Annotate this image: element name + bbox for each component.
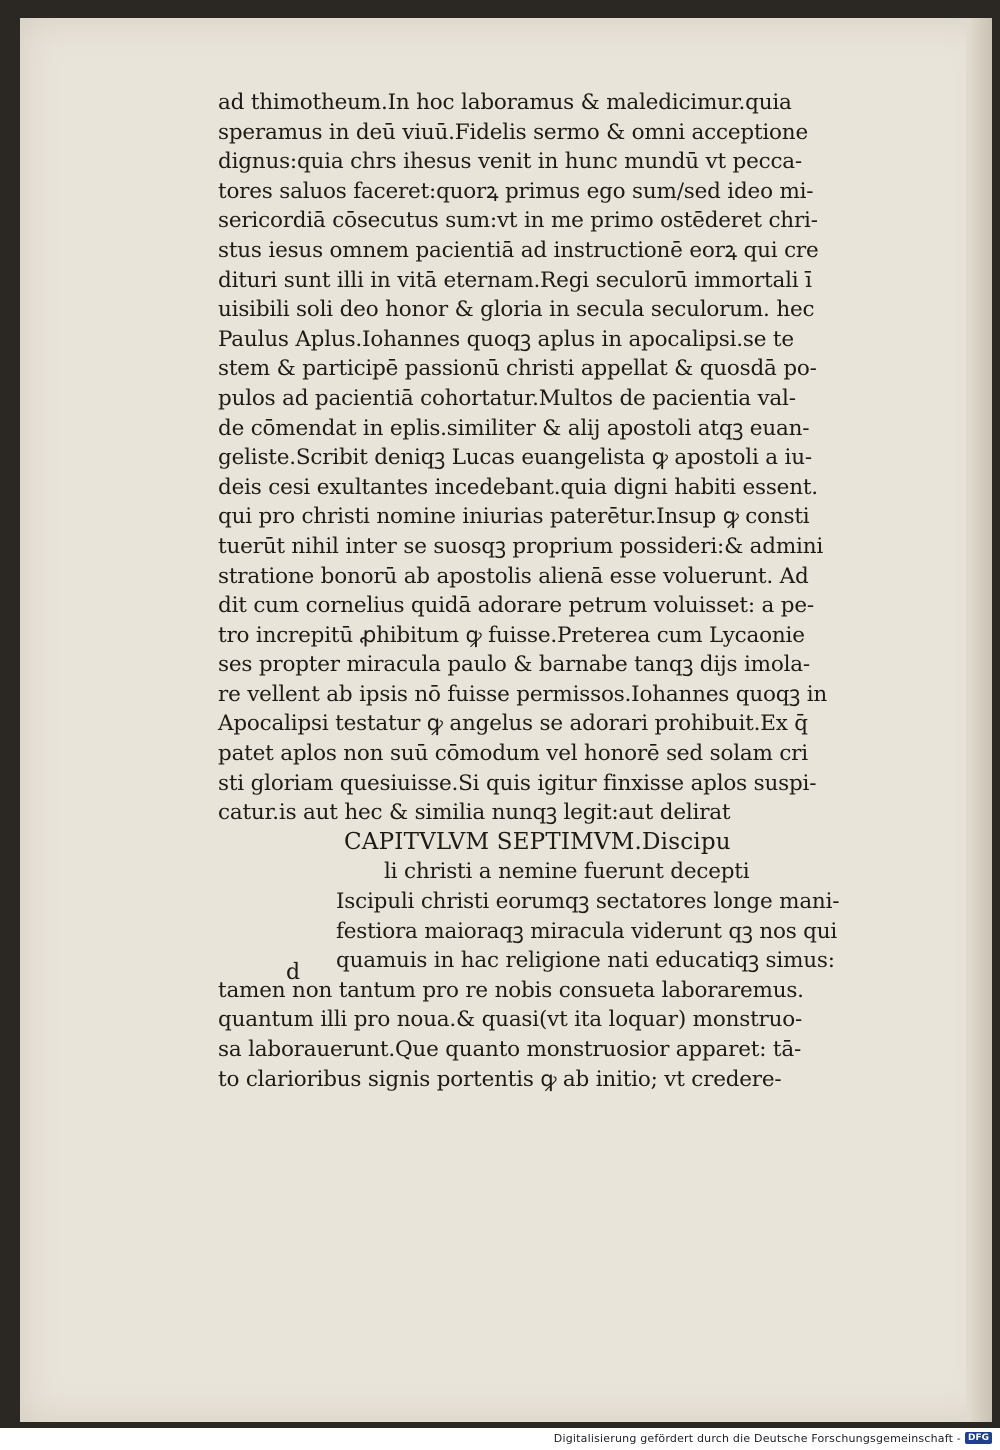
- body-text: [218, 88, 898, 1094]
- text-line: dituri sunt illi in vitā eternam.Regi seculorū immortali ī: [218, 267, 812, 293]
- text-line: ses propter miracula paulo & barnabe tanqꝫ dijs imola-: [218, 652, 810, 678]
- text-line: tuerūt nihil inter se suosqꝫ proprium possideri:& admini: [218, 533, 824, 559]
- text-line: catur.is aut hec & similia nunqꝫ legit:aut delirat: [218, 800, 731, 826]
- dfg-logo: DFG: [965, 1432, 992, 1444]
- text-line: qui pro christi nomine iniurias paterētur.Insup ꝙ consti: [218, 504, 810, 530]
- text-line: stem & participē passionū christi appellat & quosdā po-: [218, 356, 817, 382]
- text-line: re vellent ab ipsis nō fuisse permissos.Iohannes quoqꝫ in: [218, 681, 828, 707]
- text-line: to clarioribus signis portentis ꝙ ab initio; vt credere-: [218, 1066, 782, 1092]
- page-edge: [966, 18, 992, 1422]
- text-line: ad thimotheum.In hoc laboramus & maledicimur.quia: [218, 90, 792, 115]
- chapter-subheading: li christi a nemine fuerunt decepti: [384, 859, 750, 885]
- text-line: Iscipuli christi eorumqꝫ sectatores longe mani-: [336, 889, 840, 915]
- text-line: Apocalipsi testatur ꝙ angelus se adorari prohibuit.Ex q̄: [218, 711, 808, 737]
- text-line: patet aplos non suū cōmodum vel honorē sed solam cri: [218, 741, 808, 767]
- text-line: sti gloriam quesiuisse.Si quis igitur finxisse aplos suspi-: [218, 770, 817, 796]
- text-line: Paulus Aplus.Iohannes quoqꝫ aplus in apocalipsi.se te: [218, 326, 794, 352]
- text-line: speramus in deū viuū.Fidelis sermo & omni acceptione: [218, 119, 808, 145]
- text-line: quantum illi pro noua.& quasi(vt ita loquar) monstruo-: [218, 1007, 803, 1033]
- text-line: sericordiā cōsecutus sum:vt in me primo ostēderet chri-: [218, 208, 818, 234]
- text-line: quamuis in hac religione nati educatiqꝫ simus:: [336, 948, 835, 974]
- footer: [554, 1430, 992, 1446]
- text-line: uisibili soli deo honor & gloria in secula seculorum. hec: [218, 297, 815, 323]
- text-line: geliste.Scribit deniqꝫ Lucas euangelista ꝙ apostoli a iu-: [218, 445, 812, 471]
- text-line: de cōmendat in eplis.similiter & alij apostoli atqꝫ euan-: [218, 415, 810, 441]
- text-line: stratione bonorū ab apostolis alienā esse voluerunt. Ad: [218, 563, 809, 589]
- chapter-heading: CAPITVLVM SEPTIMVM.Discipu: [344, 828, 731, 855]
- text-line: sa laborauerunt.Que quanto monstruosior apparet: tā-: [218, 1037, 802, 1062]
- text-line: tores saluos faceret:quorꝝ primus ego sum/sed ideo mi-: [218, 178, 814, 204]
- initial-letter-guide: d: [286, 960, 301, 985]
- text-line: pulos ad pacientiā cohortatur.Multos de pacientia val-: [218, 385, 796, 411]
- text-line: deis cesi exultantes incedebant.quia digni habiti essent.: [218, 474, 818, 500]
- text-line: festiora maioraqꝫ miracula viderunt qꝫ nos qui: [336, 918, 838, 944]
- text-line: tro increpitū ꝓhibitum ꝙ fuisse.Preterea cum Lycaonie: [218, 622, 805, 648]
- text-line: dit cum cornelius quidā adorare petrum voluisset: a pe-: [218, 593, 814, 619]
- text-line: dignus:quia chrs ihesus venit in hunc mundū vt pecca-: [218, 149, 802, 175]
- footer-credit: Digitalisierung gefördert durch die Deutsche Forschungsgemeinschaft -: [553, 1431, 961, 1445]
- text-line: stus iesus omnem pacientiā ad instructionē eorꝝ qui cre: [218, 237, 819, 263]
- text-line: tamen non tantum pro re nobis consueta laboraremus.: [218, 977, 804, 1003]
